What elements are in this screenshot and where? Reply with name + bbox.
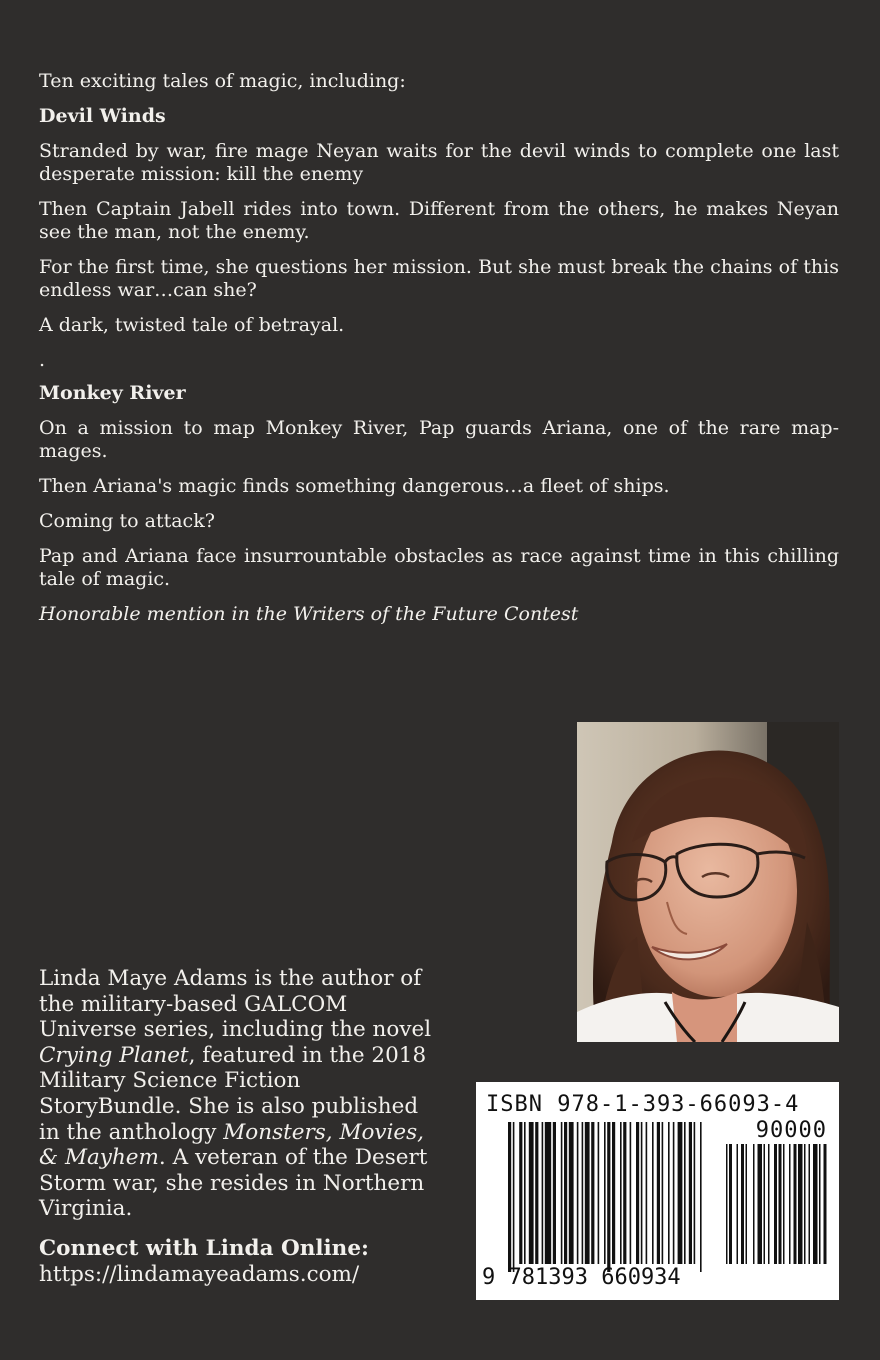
author-photo — [577, 722, 839, 1042]
barcode-bar — [513, 1122, 515, 1272]
barcode-bar — [620, 1122, 622, 1264]
barcode-bar — [585, 1122, 590, 1264]
barcode-bar — [678, 1122, 683, 1264]
novel-title: Crying Planet — [39, 1042, 189, 1068]
barcode-bar — [689, 1122, 692, 1264]
barcode-addon-bar — [804, 1144, 806, 1264]
story-paragraph: Stranded by war, fire mage Neyan waits for the devil winds to complete one last desperate mission: kill the enemy — [39, 140, 839, 185]
barcode-bar — [542, 1122, 544, 1264]
barcode-bar — [623, 1122, 626, 1264]
barcode-addon-bar — [726, 1144, 728, 1264]
story-title-monkey-river: Monkey River — [39, 382, 186, 404]
blurb-intro: Ten exciting tales of magic, including: — [39, 70, 406, 92]
barcode-bar — [561, 1122, 563, 1264]
barcode-addon-bar — [779, 1144, 782, 1264]
barcode-bar — [612, 1122, 615, 1264]
barcode-addon-bar — [774, 1144, 777, 1264]
connect-heading: Connect with Linda Online: — [39, 1236, 369, 1261]
barcode-bar — [636, 1122, 639, 1264]
barcode-addon-bar — [783, 1144, 785, 1264]
barcode-bar — [591, 1122, 594, 1264]
barcode-addon-bar — [758, 1144, 763, 1264]
barcode-bar — [662, 1122, 664, 1264]
author-bio — [39, 966, 434, 1222]
barcode-bar — [630, 1122, 632, 1264]
author-bio-text — [39, 966, 434, 1222]
bio-text-part: Linda Maye Adams is the author of the military-based GALCOM Universe series, including the novel — [39, 966, 432, 1043]
barcode-bar — [657, 1122, 660, 1264]
barcode-bar — [582, 1122, 584, 1264]
barcode-bar — [519, 1122, 522, 1264]
barcode-bar — [535, 1122, 538, 1264]
story-paragraph: On a mission to map Monkey River, Pap guards Ariana, one of the rare map-mages. — [39, 417, 839, 462]
barcode-digits: 9 781393 660934 — [482, 1265, 681, 1290]
award-note: Honorable mention in the Writers of the Future Contest — [39, 603, 579, 625]
barcode-addon-bar — [809, 1144, 811, 1264]
barcode-addon-bar — [789, 1144, 791, 1264]
barcode-bar — [607, 1122, 610, 1272]
barcode-addon-bar — [768, 1144, 770, 1264]
barcode-addon-bar — [798, 1144, 803, 1264]
bio-text-part: , featured in the 2018 Military Science Fiction StoryBundle. She is also published in the anthology — [39, 1042, 427, 1145]
story-paragraph: Then Captain Jabell rides into town. Different from the others, he makes Neyan see the man, not the enemy. — [39, 198, 839, 243]
back-cover-blurb — [39, 70, 839, 638]
barcode-bar — [641, 1122, 643, 1264]
barcode-bar — [545, 1122, 551, 1264]
barcode-bar — [508, 1122, 511, 1272]
section-separator: . — [39, 349, 46, 371]
story-title-devil-winds: Devil Winds — [39, 105, 166, 127]
isbn-label: ISBN 978-1-393-66093-4 — [486, 1092, 800, 1117]
barcode-addon-bar — [741, 1144, 744, 1264]
barcode-bar — [700, 1122, 702, 1272]
barcode-bar — [604, 1122, 606, 1264]
barcode-addon-bar — [737, 1144, 739, 1264]
author-portrait-illustration — [577, 722, 839, 1042]
barcode-bar — [668, 1122, 670, 1264]
story-paragraph: Pap and Ariana face insurrountable obstacles as race against time in this chilling tale of magic. — [39, 545, 839, 590]
story-paragraph: For the first time, she questions her mission. But she must break the chains of this endless war…can she? — [39, 256, 839, 301]
barcode-addon-bar — [753, 1144, 755, 1264]
barcode-bar — [553, 1122, 556, 1264]
price-code: 90000 — [755, 1118, 827, 1143]
barcode-bar — [524, 1122, 526, 1264]
barcode-bar — [694, 1122, 696, 1264]
barcode-addon-bar — [794, 1144, 797, 1264]
barcode-addon-bar — [729, 1144, 732, 1264]
story-paragraph: A dark, twisted tale of betrayal. — [39, 314, 345, 336]
barcode-addon-bar — [819, 1144, 821, 1264]
anthology-title: Monsters, Movies, & Mayhem — [39, 1119, 425, 1171]
barcode-bar — [684, 1122, 686, 1264]
barcode-bar — [673, 1122, 675, 1264]
barcode-addon-bar — [813, 1144, 818, 1264]
barcode-bar — [569, 1122, 574, 1264]
barcode-bar — [564, 1122, 567, 1264]
barcode-addon-bar — [824, 1144, 827, 1264]
author-website-url: https://lindamayeadams.com/ — [39, 1261, 360, 1287]
bio-text-part: . A veteran of the Desert Storm war, she resides in Northern Virginia. — [39, 1145, 428, 1222]
barcode-addon-bar — [764, 1144, 766, 1264]
barcode-bar — [529, 1122, 534, 1264]
story-paragraph: Coming to attack? — [39, 510, 215, 532]
barcode-addon-bar — [746, 1144, 748, 1264]
barcode-bar — [652, 1122, 654, 1264]
barcode-bar — [577, 1122, 579, 1264]
connect-section — [39, 1236, 369, 1287]
barcode-bar — [646, 1122, 648, 1264]
isbn-barcode — [476, 1082, 839, 1300]
story-paragraph: Then Ariana's magic finds something dangerous…a fleet of ships. — [39, 475, 670, 497]
barcode-bar — [598, 1122, 600, 1264]
